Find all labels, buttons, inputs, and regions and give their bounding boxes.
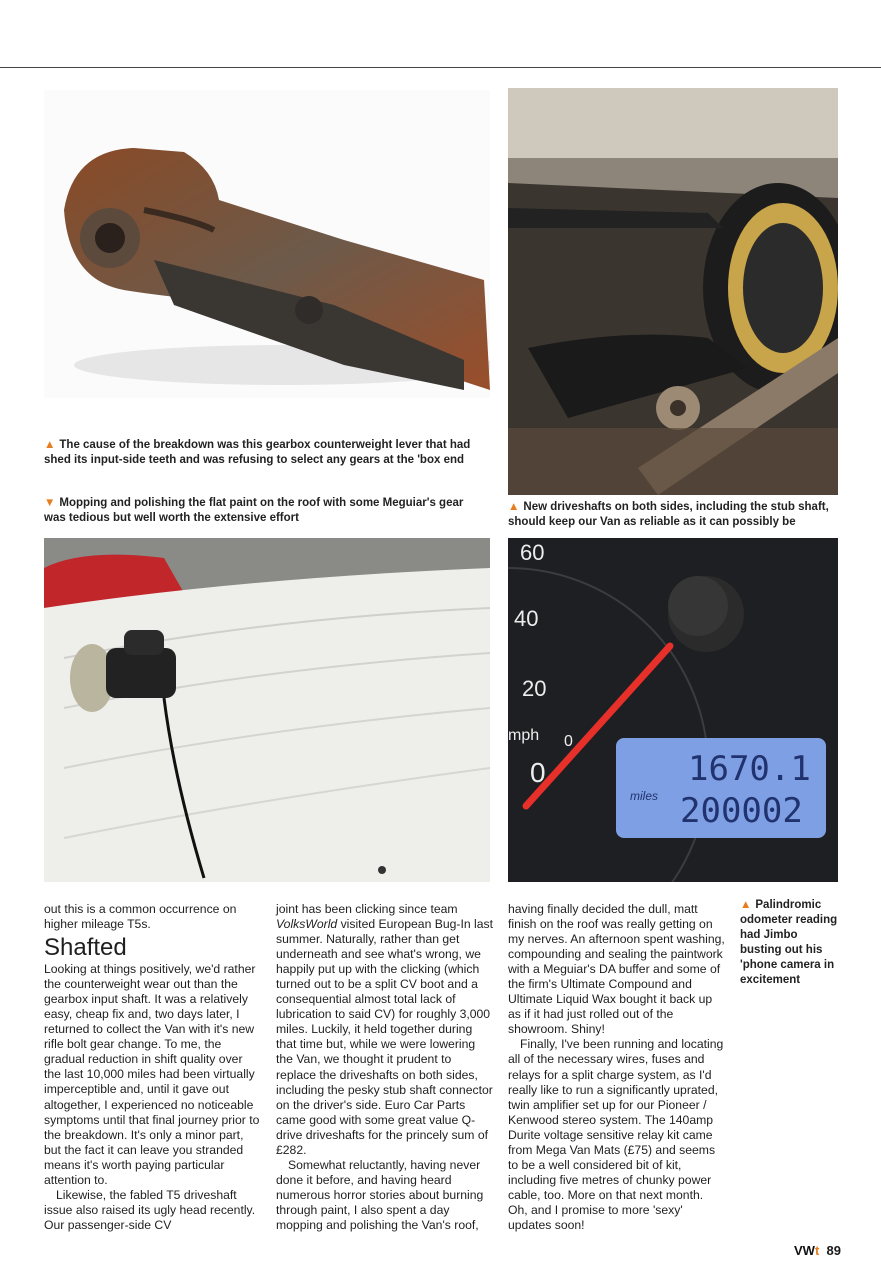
speedo-zero: 0 xyxy=(530,757,546,788)
page-number: 89 xyxy=(826,1243,841,1258)
paragraph: having finally decided the dull, matt finish on the roof was really getting on my nerves. An afternoon spent washing, compounding and sealing the paintwork with a Meguiar's DA buffer and some of the firm's Ultimate Compound and Ultimate Liquid Wax bought it back up as if it had just rolled out of the showroom. Shiny! xyxy=(508,902,725,1037)
magazine-logo-accent: t xyxy=(814,1243,820,1258)
page-folio xyxy=(794,1243,841,1258)
caption-roof-polish: ▼ Mopping and polishing the flat paint on the roof with some Meguiar's gear was tedious but well worth the extensive effort xyxy=(44,497,464,524)
triangle-down-icon: ▼ xyxy=(44,497,56,509)
paragraph: joint has been clicking since team VolksWorld visited European Bug-In last summer. Naturally, rather than get underneath and see what's wrong, we happily put up with the clicking (which turned out to be a split CV boot and a consequential almost total lack of lubrication to said CV) for roughly 3,000 miles. Luckily, it held together during that time but, while we were lowering the Van, we thought it prudent to replace the driveshafts on both sides, including the pesky stub shaft connector on the driver's side. Euro Car Parts came good with some great value Q-drive driveshafts for the princely sum of £282. xyxy=(276,902,494,1157)
article-column-3 xyxy=(508,902,726,1233)
magazine-name: VolksWorld xyxy=(276,917,338,932)
photo-roof-polish xyxy=(44,538,490,882)
odometer-miles-label: miles xyxy=(630,789,659,803)
triangle-up-icon: ▲ xyxy=(44,439,56,451)
paragraph: Likewise, the fabled T5 driveshaft issue also raised its ugly head recently. Our passenger-side CV xyxy=(44,1187,256,1232)
caption-gearbox-lever: ▲ The cause of the breakdown was this gearbox counterweight lever that had shed its input-side teeth and was refusing to select any gears at the 'box end xyxy=(44,439,471,466)
triangle-up-icon: ▲ xyxy=(508,501,520,513)
speedo-tick-20: 20 xyxy=(522,676,547,701)
photo-odometer xyxy=(508,538,838,882)
odometer-total: 200002 xyxy=(680,791,803,831)
paragraph: out this is a common occurrence on higher mileage T5s. xyxy=(44,902,237,932)
speedo-tick-60: 60 xyxy=(520,540,545,565)
paragraph: Somewhat reluctantly, having never done it before, and having heard numerous horror stories about burning through paint, I also spent a day mopping and polishing the Van's roof, xyxy=(276,1157,484,1232)
paragraph: Finally, I've been running and locating all of the necessary wires, fuses and relays for a split charge system, as I'd really like to run a significantly uprated, twin amplifier set up for our Pioneer / Kenwood stereo system. The 140amp Durite voltage sensitive relay kit came from Mega Van Mats (£75) and seems to be a well considered bit of kit, including five metres of chunky power cable, too. More on that next month. Oh, and I promise to more 'sexy' updates soon! xyxy=(508,1037,724,1232)
caption-driveshaft: ▲ New driveshafts on both sides, including the stub shaft, should keep our Van as reliable as it can possibly be xyxy=(508,501,829,528)
odometer-trip: 1670.1 xyxy=(688,749,811,789)
paragraph: Looking at things positively, we'd rather the counterweight wear out than the gearbox input shaft. It was a relatively easy, cheap fix and, two days later, I returned to collect the Van with it's new rifle bolt gear change. To me, the gradual reduction in shift quality over the last 10,000 miles had been virtually imperceptible and, until it gave out altogether, I experienced no noticeable symptoms until that final journey prior to the breakdown. It's only a minor part, but the fact it can leave you stranded means it's worth paying particular attention to. xyxy=(44,962,260,1187)
article-column-2 xyxy=(276,902,494,1233)
photo-gearbox-lever xyxy=(44,90,490,398)
magazine-logo: VW xyxy=(794,1243,815,1258)
speedo-unit: mph xyxy=(508,727,540,744)
article-column-1 xyxy=(44,902,262,1233)
header-rule xyxy=(0,67,881,68)
speedo-tick-0: 0 xyxy=(564,733,573,750)
caption-odometer: ▲ Palindromic odometer reading had Jimbo busting out his 'phone camera in excitement xyxy=(740,899,838,986)
section-heading: Shafted xyxy=(44,934,127,962)
speedo-tick-40: 40 xyxy=(514,606,539,631)
photo-driveshaft xyxy=(508,88,838,495)
triangle-up-icon: ▲ xyxy=(740,899,752,911)
